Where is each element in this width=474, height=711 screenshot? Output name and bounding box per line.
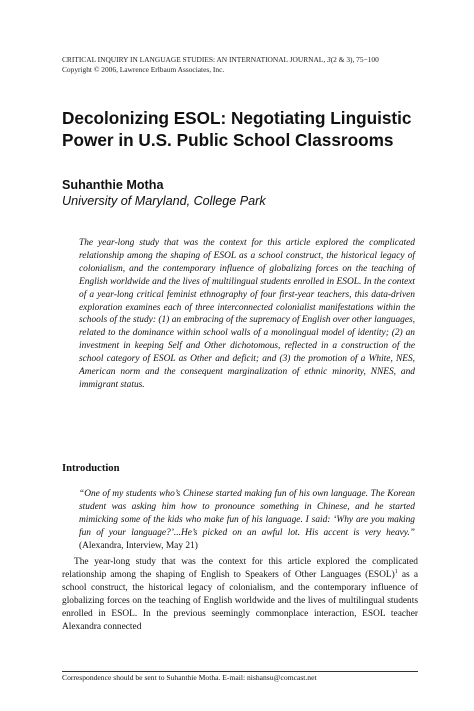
correspondence-footnote: Correspondence should be sent to Suhanthie Motha. E-mail: nishansu@comcast.net bbox=[62, 673, 317, 682]
journal-citation bbox=[62, 55, 422, 65]
journal-header bbox=[62, 55, 422, 74]
section-heading-introduction: Introduction bbox=[62, 463, 120, 474]
journal-name: CRITICAL INQUIRY IN LANGUAGE STUDIES: AN INTERNATIONAL JOURNAL, bbox=[62, 55, 328, 64]
journal-volume: 3 bbox=[327, 55, 331, 64]
copyright-line: Copyright © 2006, Lawrence Erlbaum Associates, Inc. bbox=[62, 64, 225, 74]
body-paragraph bbox=[62, 556, 418, 633]
journal-issue-pages: (2 & 3), 75−100 bbox=[330, 55, 379, 64]
author-affiliation: University of Maryland, College Park bbox=[62, 194, 266, 208]
quote-text: “One of my students who’s Chinese started making fun of his own language. The Korean student was asking him how to pronounce something in Chinese, and he started mimicking some of the kids who make fun of his language. I said: ‘Why are you making fun of your language?’...He’s picked on an awful lot. His accent is very heavy.” bbox=[79, 489, 415, 538]
epigraph-quote bbox=[79, 488, 415, 553]
body-text-part1: The year-long study that was the context for this article explored the complicated relationship among the shaping of English to Speakers of Other Languages (ESOL) bbox=[62, 557, 418, 580]
abstract: The year-long study that was the context for this article explored the complicated relationship among the shaping of ESOL as a school construct, the historical legacy of colonialism, and the contemporary influence of globalizing forces on the teaching of English worldwide and the lives of multilingual students enrolled in ESOL. In the context of a year-long critical feminist ethnography of four first-year teachers, this data-driven exploration examines each of three interconnected colonialist manifestations within the schools of the study: (1) an embracing of the supremacy of English over other languages, related to the dominance within school walls of a monolingual model of identity; (2) an investment in keeping Self and Other dichotomous, reflected in a construction of the school category of ESOL as Other and deficit; and (3) the promotion of a White, NES, American norm and the consequent marginalization of ethnic minority, NNES, and immigrant status. bbox=[79, 238, 415, 390]
article-title: Decolonizing ESOL: Negotiating Linguistic Power in U.S. Public School Classrooms bbox=[62, 108, 412, 150]
footnote-marker[interactable]: 1 bbox=[394, 568, 398, 575]
quote-citation: (Alexandra, Interview, May 21) bbox=[79, 540, 198, 551]
footnote-divider bbox=[62, 671, 418, 672]
body-text-part2: as a school construct, the historical legacy of colonialism, and the contemporary influence of globalizing forces on the teaching of English worldwide and the lives of multilingual students enrolled in ESOL. In the previous seemingly commonplace interaction, ESOL teacher Alexandra connected bbox=[62, 569, 418, 632]
author-name: Suhanthie Motha bbox=[62, 178, 164, 192]
